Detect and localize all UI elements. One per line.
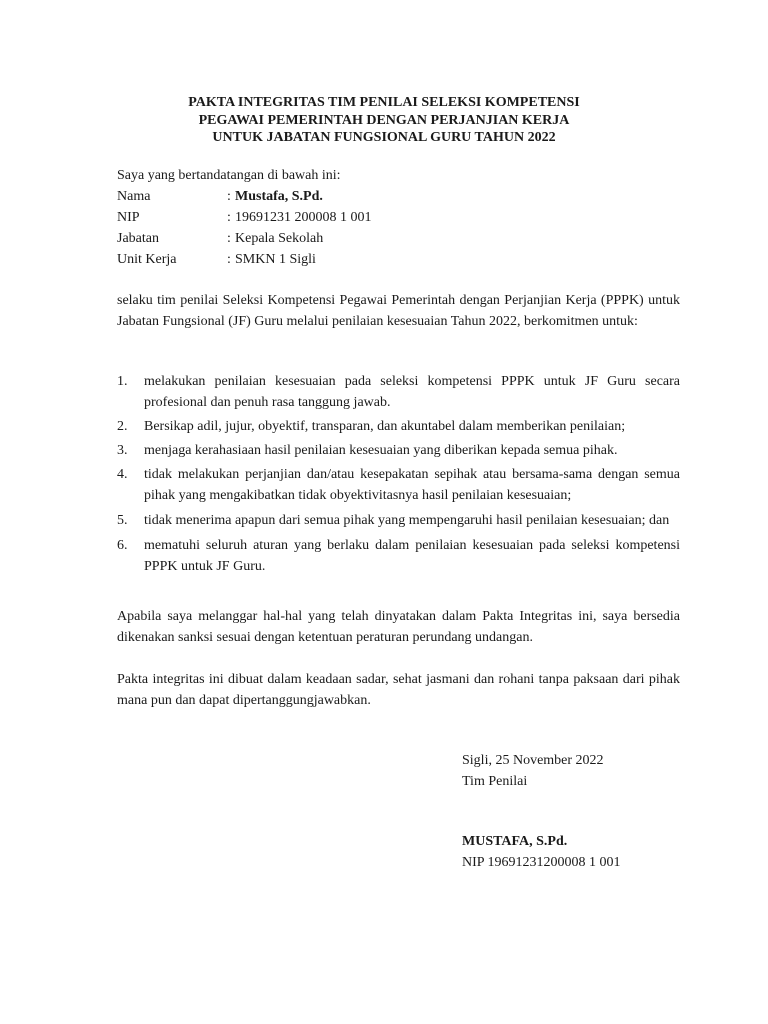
identity-value: Kepala Sekolah	[235, 231, 324, 246]
list-item-text: tidak menerima apapun dari semua pihak yang mempengaruhi hasil penilaian kesesuaian; dan	[144, 513, 670, 528]
identity-row-unit-kerja	[117, 249, 316, 270]
title-line-2: PEGAWAI PEMERINTAH DENGAN PERJANJIAN KERJA	[198, 112, 570, 128]
identity-label: NIP	[117, 210, 140, 225]
signature-role: Tim Penilai	[462, 774, 528, 789]
identity-label: Nama	[117, 189, 151, 204]
identity-value: Mustafa, S.Pd.	[235, 189, 323, 204]
signature-name: MUSTAFA, S.Pd.	[462, 834, 568, 849]
sanction-paragraph: Apabila saya melanggar hal-hal yang telah dinyatakan dalam Pakta Integritas ini, saya bersedia dikenakan sanksi sesuai dengan ketentuan peraturan perundang undangan.	[117, 609, 680, 645]
list-item-text: melakukan penilaian kesesuaian pada seleksi kompetensi PPPK untuk JF Guru secara profesional dan penuh rasa tanggung jawab.	[144, 374, 680, 410]
list-item-text: mematuhi seluruh aturan yang berlaku dalam penilaian kesesuaian pada seleksi kompetensi PPPK untuk JF Guru.	[144, 538, 680, 574]
list-number: 3.	[117, 443, 128, 458]
identity-row-name	[117, 186, 323, 207]
list-item	[117, 416, 680, 437]
list-item-text: menjaga kerahasiaan hasil penilaian kesesuaian yang diberikan kepada semua pihak.	[144, 443, 618, 458]
commitment-intro-paragraph: selaku tim penilai Seleksi Kompetensi Pegawai Pemerintah dengan Perjanjian Kerja (PPPK) untuk Jabatan Fungsional (JF) Guru melalui penilaian kesesuaian Tahun 2022, berkomitmen untuk:	[117, 293, 680, 329]
identity-colon: :	[227, 210, 231, 225]
document-title	[0, 94, 768, 147]
list-number: 6.	[117, 538, 128, 553]
list-item	[117, 371, 680, 413]
list-number: 1.	[117, 374, 128, 389]
list-item	[117, 440, 680, 461]
identity-colon: :	[227, 231, 231, 246]
list-item	[117, 535, 680, 577]
title-line-1: PAKTA INTEGRITAS TIM PENILAI SELEKSI KOMPETENSI	[188, 95, 580, 110]
list-item	[117, 464, 680, 506]
commitment-list	[117, 371, 680, 580]
list-item-text: Bersikap adil, jujur, obyektif, transparan, dan akuntabel dalam memberikan penilaian;	[144, 419, 626, 434]
identity-label: Unit Kerja	[117, 252, 177, 267]
list-number: 5.	[117, 513, 128, 528]
identity-row-jabatan	[117, 228, 323, 249]
intro-text: Saya yang bertandatangan di bawah ini:	[117, 168, 341, 183]
declaration-paragraph: Pakta integritas ini dibuat dalam keadaan sadar, sehat jasmani dan rohani tanpa paksaan dari pihak mana pun dan dapat dipertanggungjawabkan.	[117, 672, 680, 708]
list-item-text: tidak melakukan perjanjian dan/atau kesepakatan sepihak atau bersama-sama dengan semua pihak yang mengakibatkan tidak obyektivitasnya hasil penilaian kesesuaian;	[144, 467, 680, 503]
identity-label: Jabatan	[117, 231, 159, 246]
identity-value: 19691231 200008 1 001	[235, 210, 372, 225]
list-number: 2.	[117, 419, 128, 434]
identity-colon: :	[227, 189, 231, 204]
signature-nip: NIP 19691231200008 1 001	[462, 855, 621, 870]
list-number: 4.	[117, 467, 128, 482]
identity-colon: :	[227, 252, 231, 267]
signature-place-date: Sigli, 25 November 2022	[462, 753, 604, 768]
title-line-3: UNTUK JABATAN FUNGSIONAL GURU TAHUN 2022	[212, 130, 556, 145]
list-item	[117, 510, 680, 531]
identity-value: SMKN 1 Sigli	[235, 252, 316, 267]
identity-row-nip	[117, 207, 372, 228]
